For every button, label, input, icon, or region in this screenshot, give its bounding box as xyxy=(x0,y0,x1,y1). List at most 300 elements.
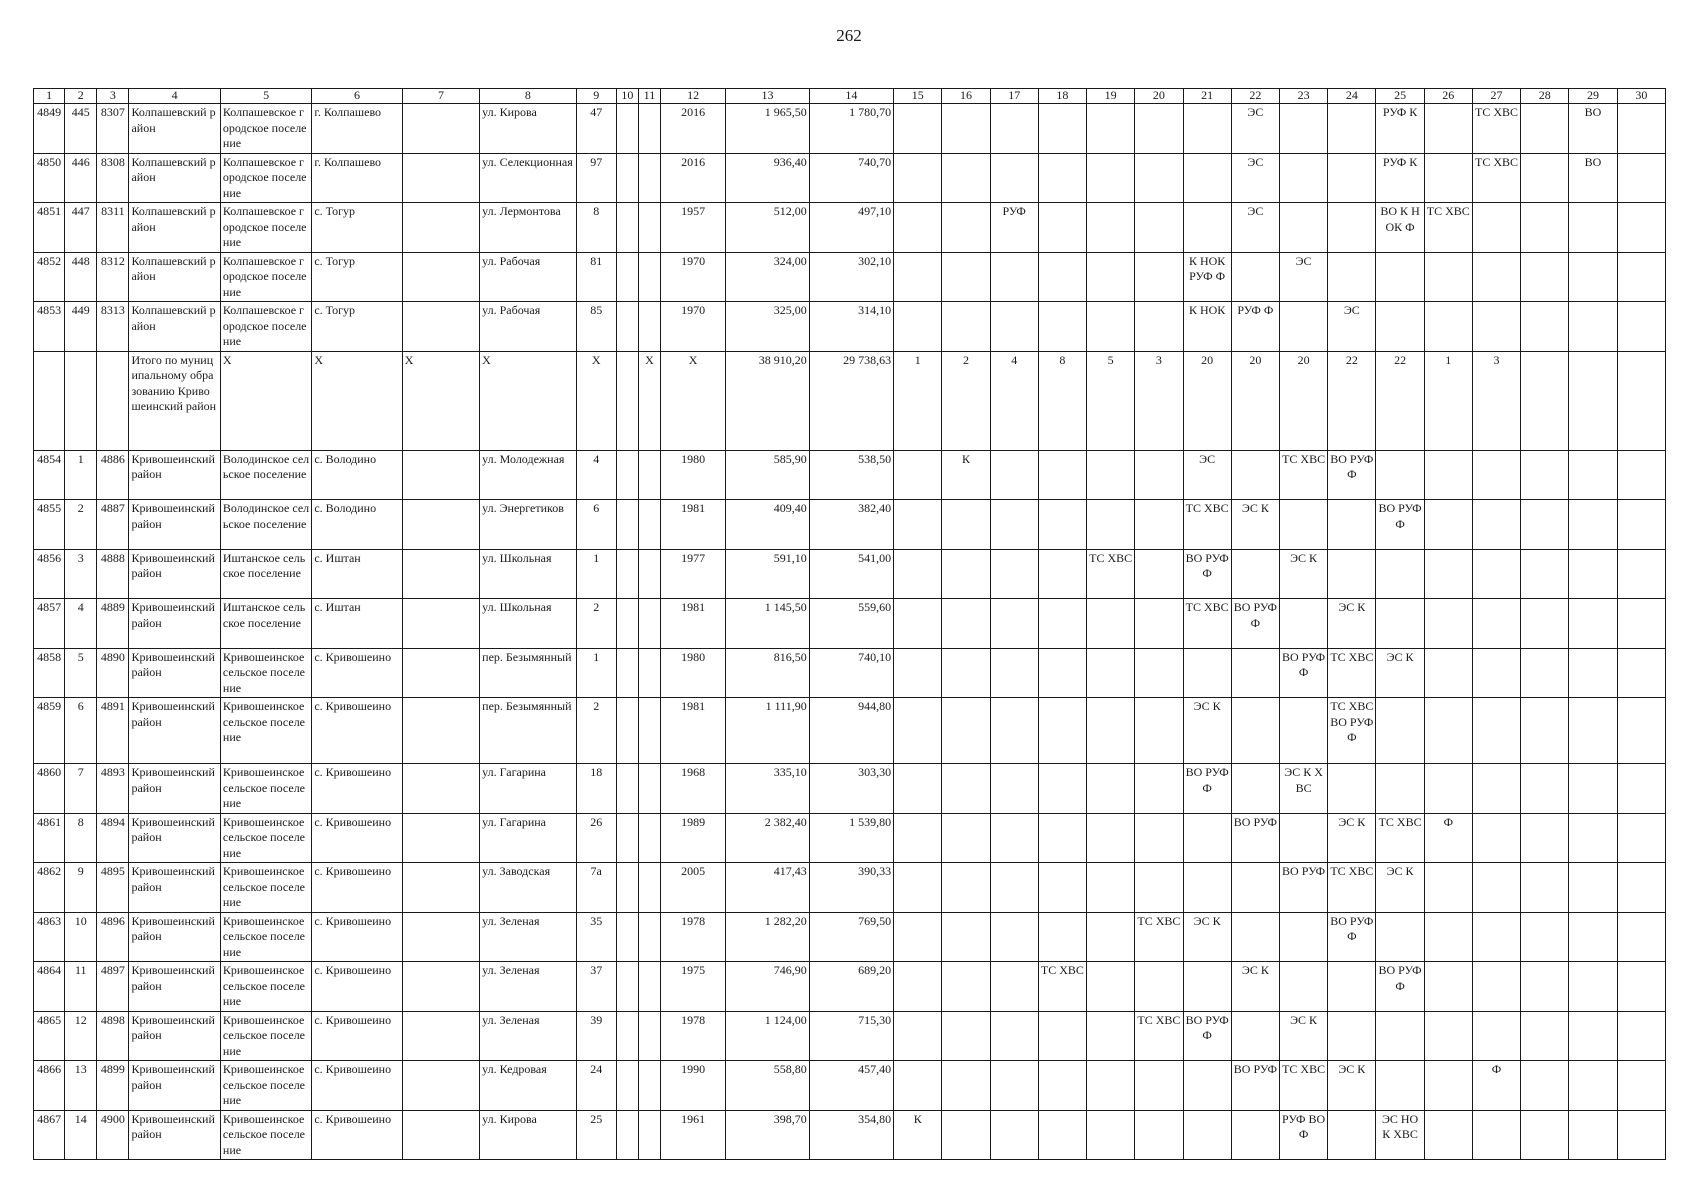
table-cell: ТС ХВС xyxy=(1376,813,1424,863)
table-cell: 1970 xyxy=(660,302,725,352)
table-cell: ул. Школьная xyxy=(480,599,576,649)
table-cell xyxy=(1279,500,1327,550)
table-cell xyxy=(1472,1110,1520,1160)
table-row xyxy=(34,252,1666,302)
table-cell xyxy=(1183,104,1231,154)
table-cell: 1978 xyxy=(660,912,725,962)
column-header: 22 xyxy=(1231,89,1279,104)
table-cell xyxy=(894,912,942,962)
table-cell: 1 282,20 xyxy=(726,912,809,962)
table-cell xyxy=(1279,962,1327,1012)
table-cell xyxy=(638,599,660,649)
table-cell xyxy=(942,1110,990,1160)
table-cell xyxy=(990,104,1038,154)
table-cell xyxy=(1617,302,1665,352)
table-cell xyxy=(1087,863,1135,913)
table-cell: 37 xyxy=(576,962,616,1012)
table-cell xyxy=(1617,912,1665,962)
table-cell: 314,10 xyxy=(809,302,893,352)
table-cell: ВО РУФ xyxy=(1231,1061,1279,1111)
table-cell xyxy=(1231,764,1279,814)
table-cell: ВО РУФ Ф xyxy=(1328,450,1376,500)
table-cell xyxy=(1617,104,1665,154)
table-cell: 6 xyxy=(576,500,616,550)
table-cell xyxy=(1472,549,1520,599)
table-cell: Кривошеинское сельское поселение xyxy=(220,648,311,698)
table-cell: Кривошеинское сельское поселение xyxy=(220,813,311,863)
table-cell: ул. Молодежная xyxy=(480,450,576,500)
table-cell: Колпашевский район xyxy=(129,252,220,302)
table-cell xyxy=(1087,764,1135,814)
table-cell: 1 124,00 xyxy=(726,1011,809,1061)
table-cell: 689,20 xyxy=(809,962,893,1012)
table-cell: г. Колпашево xyxy=(312,153,402,203)
table-cell xyxy=(1521,599,1569,649)
table-cell xyxy=(894,252,942,302)
table-cell xyxy=(1038,302,1086,352)
table-cell xyxy=(638,962,660,1012)
table-cell: Иштанское сельское поселение xyxy=(220,599,311,649)
table-cell: 1978 xyxy=(660,1011,725,1061)
table-cell: ТС ХВС xyxy=(1087,549,1135,599)
table-cell xyxy=(402,1061,479,1111)
table-cell xyxy=(1038,549,1086,599)
table-cell xyxy=(1424,1011,1472,1061)
table-cell xyxy=(1231,863,1279,913)
table-cell: 1957 xyxy=(660,203,725,253)
table-cell xyxy=(1038,153,1086,203)
table-cell: 390,33 xyxy=(809,863,893,913)
table-cell xyxy=(1135,302,1183,352)
table-cell xyxy=(1521,813,1569,863)
table-cell xyxy=(1424,104,1472,154)
table-cell xyxy=(1472,912,1520,962)
table-cell: пер. Безымянный xyxy=(480,698,576,764)
table-cell xyxy=(97,351,129,450)
table-cell: 4888 xyxy=(97,549,129,599)
table-cell: 1 xyxy=(1424,351,1472,450)
table-cell: Володинское сельское поселение xyxy=(220,500,311,550)
column-header: 23 xyxy=(1279,89,1327,104)
table-cell: ул. Гагарина xyxy=(480,813,576,863)
table-cell xyxy=(1328,764,1376,814)
table-cell xyxy=(1472,764,1520,814)
table-cell xyxy=(1472,863,1520,913)
table-cell: ТС ХВС xyxy=(1328,863,1376,913)
table-cell: 457,40 xyxy=(809,1061,893,1111)
table-cell xyxy=(1424,912,1472,962)
table-cell xyxy=(638,912,660,962)
table-cell: 746,90 xyxy=(726,962,809,1012)
table-cell: Колпашевский район xyxy=(129,104,220,154)
table-cell xyxy=(1135,1110,1183,1160)
table-cell: Кривошеинский район xyxy=(129,1061,220,1111)
table-cell xyxy=(990,599,1038,649)
table-cell: К НОК xyxy=(1183,302,1231,352)
table-cell: ул. Зеленая xyxy=(480,912,576,962)
table-row xyxy=(34,549,1666,599)
table-cell xyxy=(1376,302,1424,352)
column-header: 28 xyxy=(1521,89,1569,104)
table-cell xyxy=(990,153,1038,203)
table-cell xyxy=(1231,1011,1279,1061)
table-cell xyxy=(990,549,1038,599)
table-cell: 585,90 xyxy=(726,450,809,500)
table-cell: 302,10 xyxy=(809,252,893,302)
table-cell: ЭС xyxy=(1231,153,1279,203)
table-cell: Иштанское сельское поселение xyxy=(220,549,311,599)
table-cell xyxy=(1569,863,1617,913)
table-cell xyxy=(942,153,990,203)
table-row xyxy=(34,698,1666,764)
table-cell xyxy=(1569,1110,1617,1160)
table-cell: ТС ХВС xyxy=(1472,153,1520,203)
table-cell: 512,00 xyxy=(726,203,809,253)
table-cell xyxy=(616,203,638,253)
column-header: 26 xyxy=(1424,89,1472,104)
table-cell xyxy=(402,1110,479,1160)
table-cell xyxy=(1472,500,1520,550)
table-cell xyxy=(1472,599,1520,649)
table-cell: Колпашевское городское поселение xyxy=(220,203,311,253)
table-cell: с. Кривошеино xyxy=(312,962,402,1012)
table-cell xyxy=(1087,1011,1135,1061)
table-cell xyxy=(942,912,990,962)
table-cell xyxy=(942,698,990,764)
table-cell xyxy=(1038,450,1086,500)
table-cell xyxy=(1038,599,1086,649)
table-cell: 324,00 xyxy=(726,252,809,302)
table-cell xyxy=(1183,153,1231,203)
table-cell: ТС ХВС xyxy=(1038,962,1086,1012)
table-cell: 1 965,50 xyxy=(726,104,809,154)
table-cell: 4900 xyxy=(97,1110,129,1160)
table-cell xyxy=(990,500,1038,550)
column-header: 14 xyxy=(809,89,893,104)
table-cell: Кривошеинский район xyxy=(129,962,220,1012)
table-cell xyxy=(942,962,990,1012)
table-cell: РУФ xyxy=(990,203,1038,253)
table-cell xyxy=(638,813,660,863)
table-cell xyxy=(894,962,942,1012)
table-cell: ТС ХВС xyxy=(1472,104,1520,154)
column-header: 4 xyxy=(129,89,220,104)
table-cell: 769,50 xyxy=(809,912,893,962)
table-cell xyxy=(638,1110,660,1160)
table-row xyxy=(34,863,1666,913)
table-row xyxy=(34,500,1666,550)
table-cell: ул. Энергетиков xyxy=(480,500,576,550)
table-cell xyxy=(402,252,479,302)
table-cell xyxy=(1424,863,1472,913)
table-cell: ул. Кирова xyxy=(480,1110,576,1160)
table-cell: ЭС К xyxy=(1183,698,1231,764)
table-cell: Кривошеинское сельское поселение xyxy=(220,912,311,962)
table-cell xyxy=(1038,500,1086,550)
table-cell xyxy=(1424,500,1472,550)
table-cell: с. Тогур xyxy=(312,252,402,302)
table-cell: Колпашевское городское поселение xyxy=(220,153,311,203)
table-cell xyxy=(1328,153,1376,203)
table-cell: ул. Кедровая xyxy=(480,1061,576,1111)
column-header: 20 xyxy=(1135,89,1183,104)
table-cell xyxy=(1183,1061,1231,1111)
table-cell: с. Тогур xyxy=(312,302,402,352)
table-cell xyxy=(402,962,479,1012)
table-cell: ТС ХВС xyxy=(1279,450,1327,500)
table-cell xyxy=(894,500,942,550)
table-cell: 47 xyxy=(576,104,616,154)
table-cell xyxy=(990,1061,1038,1111)
table-cell: с. Кривошеино xyxy=(312,1061,402,1111)
table-cell xyxy=(402,912,479,962)
table-cell: Кривошеинский район xyxy=(129,698,220,764)
table-cell: 4 xyxy=(576,450,616,500)
table-cell xyxy=(1424,1061,1472,1111)
table-cell: Кривошеинское сельское поселение xyxy=(220,962,311,1012)
table-cell: Колпашевское городское поселение xyxy=(220,302,311,352)
table-cell xyxy=(990,813,1038,863)
table-cell xyxy=(1569,813,1617,863)
table-cell xyxy=(1038,648,1086,698)
table-cell xyxy=(894,104,942,154)
table-cell xyxy=(638,549,660,599)
table-cell: 13 xyxy=(65,1061,97,1111)
table-cell xyxy=(1569,962,1617,1012)
table-cell xyxy=(1617,351,1665,450)
table-cell xyxy=(942,813,990,863)
table-cell: Кривошеинский район xyxy=(129,648,220,698)
table-cell xyxy=(1087,912,1135,962)
table-cell: 2005 xyxy=(660,863,725,913)
table-cell: 10 xyxy=(65,912,97,962)
table-cell xyxy=(942,302,990,352)
column-header: 19 xyxy=(1087,89,1135,104)
table-cell: ЭС К xyxy=(1231,500,1279,550)
table-cell xyxy=(894,302,942,352)
table-cell xyxy=(894,1011,942,1061)
table-cell xyxy=(638,104,660,154)
table-cell: Кривошеинский район xyxy=(129,549,220,599)
table-cell: 4886 xyxy=(97,450,129,500)
table-cell xyxy=(1376,764,1424,814)
table-cell: ЭС НОК ХВС xyxy=(1376,1110,1424,1160)
table-cell: 4890 xyxy=(97,648,129,698)
table-cell xyxy=(1279,912,1327,962)
table-cell: Ф xyxy=(1472,1061,1520,1111)
table-cell: ЭС xyxy=(1231,203,1279,253)
table-cell xyxy=(1569,450,1617,500)
table-cell xyxy=(1087,252,1135,302)
table-cell: 4889 xyxy=(97,599,129,649)
table-cell xyxy=(1521,648,1569,698)
table-cell: 2 xyxy=(576,599,616,649)
table-cell: 1 780,70 xyxy=(809,104,893,154)
table-cell xyxy=(402,648,479,698)
table-cell: ВО xyxy=(1569,104,1617,154)
table-cell: Кривошеинское сельское поселение xyxy=(220,1011,311,1061)
table-cell xyxy=(1424,450,1472,500)
table-cell: Кривошеинский район xyxy=(129,912,220,962)
table-cell: 4897 xyxy=(97,962,129,1012)
table-cell: 4858 xyxy=(34,648,65,698)
table-cell: 8 xyxy=(1038,351,1086,450)
table-cell: 4857 xyxy=(34,599,65,649)
table-cell xyxy=(402,500,479,550)
table-cell xyxy=(1279,813,1327,863)
table-cell xyxy=(942,1011,990,1061)
table-cell: 1981 xyxy=(660,698,725,764)
total-row xyxy=(34,351,1666,450)
table-cell: 4859 xyxy=(34,698,65,764)
table-cell xyxy=(1521,153,1569,203)
table-cell: К xyxy=(894,1110,942,1160)
table-cell: ЭС xyxy=(1231,104,1279,154)
table-cell xyxy=(894,599,942,649)
table-cell xyxy=(1231,450,1279,500)
column-header: 24 xyxy=(1328,89,1376,104)
table-cell xyxy=(1231,648,1279,698)
table-cell: 20 xyxy=(1183,351,1231,450)
table-cell xyxy=(616,252,638,302)
table-cell: 4898 xyxy=(97,1011,129,1061)
table-cell xyxy=(1183,648,1231,698)
table-cell: ЭС К xyxy=(1328,1061,1376,1111)
table-cell: 2 xyxy=(576,698,616,764)
table-cell: ТС ХВС xyxy=(1424,203,1472,253)
table-cell: Кривошеинский район xyxy=(129,1011,220,1061)
table-cell: Кривошеинский район xyxy=(129,599,220,649)
table-cell: ВО РУФ Ф xyxy=(1231,599,1279,649)
table-cell xyxy=(990,962,1038,1012)
table-cell xyxy=(402,104,479,154)
table-cell: Итого по муниципальному образованию Кривошеинский район xyxy=(129,351,220,450)
table-cell xyxy=(1183,203,1231,253)
table-cell xyxy=(638,302,660,352)
table-cell: ул. Гагарина xyxy=(480,764,576,814)
table-cell: 22 xyxy=(1328,351,1376,450)
table-cell: Кривошеинское сельское поселение xyxy=(220,698,311,764)
table-cell: ВО РУФ Ф xyxy=(1183,1011,1231,1061)
table-cell xyxy=(1424,252,1472,302)
table-cell: ЭС К ХВС xyxy=(1279,764,1327,814)
table-cell: ЭС xyxy=(1328,302,1376,352)
table-cell xyxy=(1376,450,1424,500)
table-cell xyxy=(1376,698,1424,764)
table-cell xyxy=(1087,813,1135,863)
table-cell: 8311 xyxy=(97,203,129,253)
table-cell: X xyxy=(312,351,402,450)
table-cell: Кривошеинское сельское поселение xyxy=(220,1110,311,1160)
table-cell: ЭС К xyxy=(1279,549,1327,599)
table-cell: ВО РУФ Ф xyxy=(1328,912,1376,962)
table-cell xyxy=(638,1011,660,1061)
table-cell xyxy=(1135,252,1183,302)
table-cell: 4864 xyxy=(34,962,65,1012)
table-cell: 1 111,90 xyxy=(726,698,809,764)
table-cell xyxy=(616,450,638,500)
table-cell: 14 xyxy=(65,1110,97,1160)
table-cell: X xyxy=(220,351,311,450)
table-cell xyxy=(402,764,479,814)
table-cell xyxy=(1617,549,1665,599)
table-cell xyxy=(402,302,479,352)
table-cell xyxy=(1569,648,1617,698)
table-cell xyxy=(1617,764,1665,814)
table-cell xyxy=(1617,648,1665,698)
table-cell xyxy=(638,450,660,500)
column-header: 3 xyxy=(97,89,129,104)
table-cell: 4865 xyxy=(34,1011,65,1061)
table-row xyxy=(34,599,1666,649)
table-cell: 8312 xyxy=(97,252,129,302)
column-header: 5 xyxy=(220,89,311,104)
table-cell: 4855 xyxy=(34,500,65,550)
table-cell xyxy=(638,764,660,814)
table-cell xyxy=(1279,599,1327,649)
table-cell xyxy=(638,153,660,203)
table-cell: 1981 xyxy=(660,599,725,649)
table-cell xyxy=(894,698,942,764)
table-cell: с. Кривошеино xyxy=(312,863,402,913)
table-cell xyxy=(616,153,638,203)
table-cell xyxy=(1087,500,1135,550)
table-cell: 591,10 xyxy=(726,549,809,599)
table-cell xyxy=(990,1110,1038,1160)
table-cell: 4854 xyxy=(34,450,65,500)
table-cell: 24 xyxy=(576,1061,616,1111)
table-cell: 715,30 xyxy=(809,1011,893,1061)
table-cell: 2 382,40 xyxy=(726,813,809,863)
table-cell: К НОК РУФ Ф xyxy=(1183,252,1231,302)
column-header: 27 xyxy=(1472,89,1520,104)
table-cell: РУФ Ф xyxy=(1231,302,1279,352)
table-cell: 4894 xyxy=(97,813,129,863)
table-cell: 559,60 xyxy=(809,599,893,649)
table-cell: 7а xyxy=(576,863,616,913)
table-cell xyxy=(1617,698,1665,764)
table-cell xyxy=(894,153,942,203)
table-cell xyxy=(616,698,638,764)
table-cell xyxy=(616,764,638,814)
table-cell: 20 xyxy=(1279,351,1327,450)
table-cell: 97 xyxy=(576,153,616,203)
table-row xyxy=(34,302,1666,352)
table-cell: РУФ К xyxy=(1376,153,1424,203)
table-cell xyxy=(942,252,990,302)
table-cell: с. Кривошеино xyxy=(312,813,402,863)
table-cell: 1 145,50 xyxy=(726,599,809,649)
table-cell xyxy=(1038,764,1086,814)
column-header: 15 xyxy=(894,89,942,104)
column-header: 6 xyxy=(312,89,402,104)
table-row xyxy=(34,912,1666,962)
table-row xyxy=(34,450,1666,500)
table-cell xyxy=(1521,203,1569,253)
table-cell: ВО РУФ Ф xyxy=(1183,764,1231,814)
table-cell: 816,50 xyxy=(726,648,809,698)
table-cell: с. Кривошеино xyxy=(312,1011,402,1061)
table-cell xyxy=(1569,698,1617,764)
table-cell: ТС ХВС xyxy=(1279,1061,1327,1111)
table-cell xyxy=(942,203,990,253)
table-cell xyxy=(1135,450,1183,500)
table-cell: 398,70 xyxy=(726,1110,809,1160)
table-cell xyxy=(1231,912,1279,962)
table-cell xyxy=(1617,1061,1665,1111)
table-cell: ЭС xyxy=(1279,252,1327,302)
table-cell xyxy=(1135,549,1183,599)
